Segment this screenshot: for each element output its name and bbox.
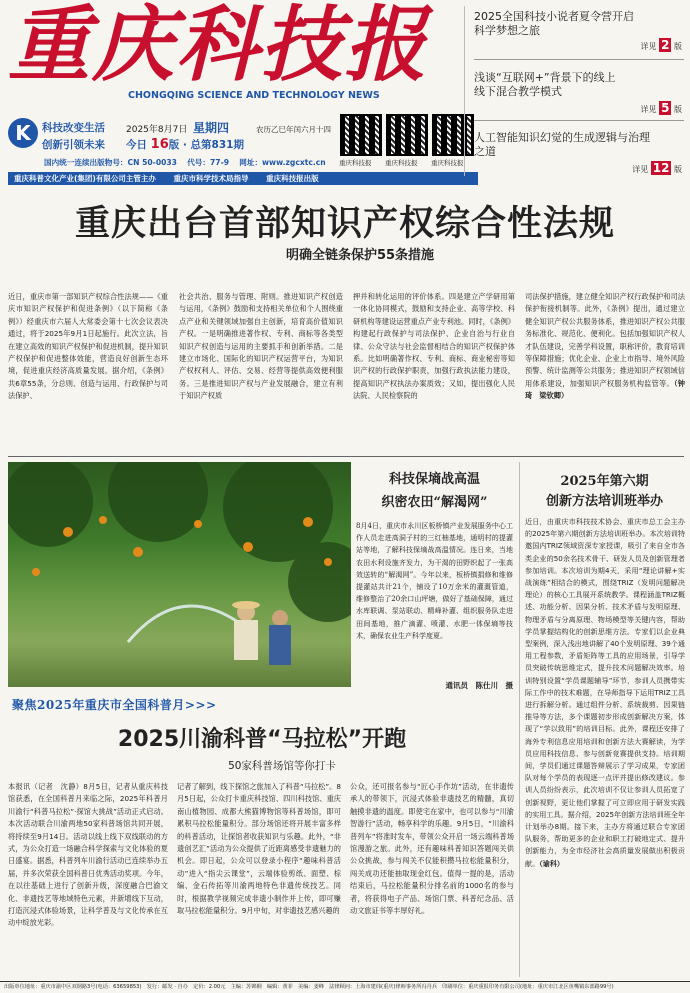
focus-column-3: 公众，还可报名参与“匠心手作坊”活动，在非遗传承人的带领下，沉浸式体验非遗技艺的精髓，真切触摸非遗的温度。即使宅在家中，也可以参与“川渝智游行”活动，畅享科学的乐趣。9月5日，“川渝科普列车”将准时发车，带领公众开启一场云端科普场馆漫游之旅。此外，还有趣味科普知识答题闯关供公众挑战，参与闯关不仅能积攒马拉松能量积分，闯关成功还能抽取现金红包。值得一提的是，活动结束后，马拉松能量积分排名前的1000名的参与者，将获得电子产品、场馆门票、科普纪念品、活动文旅证书等丰厚好礼。: [350, 782, 514, 916]
training-byline: （谕科）: [539, 858, 565, 868]
teaser-2-text: 浅谈“互联网+”背景下的线上线下混合教学模式: [474, 71, 616, 98]
training-body: [525, 516, 685, 978]
teaser-2-more: 详见: [640, 105, 657, 114]
orchard-scene: [8, 462, 351, 687]
qr-label-1: 重庆科技报: [339, 159, 372, 167]
teaser-2[interactable]: [474, 71, 684, 117]
sponsor-1: 重庆科普文化产业(集团)有限公司主管主办: [14, 174, 156, 183]
post-code: 代号：77-9: [187, 158, 230, 167]
qr-label-2: 重庆科技报: [385, 159, 418, 167]
slogan-2: 创新引领未来: [42, 139, 105, 151]
teaser-3[interactable]: [474, 131, 684, 177]
lead-column-4: [525, 291, 685, 451]
focus-kicker: 聚焦2025年重庆市全国科普月>>>: [12, 698, 217, 712]
lead-column-3: 押并和转化运用的评价体系。四是建立产学研用第一体化协同模式，鼓励和支持企业、高等学校、科研机构等建设运营重点产业专利池。同时，《条例》构建起行政保护与司法保护、企业自治与行业自律、公众守法与社会监督相结合的知识产权保护体系。比如明确著作权、专利、商标、商业秘密等知识产权的行政保护职责，加强行政执法能力建设，提高知识产权执法办案质效；又如，提出强化人民法院、人民检察院的: [353, 292, 515, 401]
lead-column-4-text: 司法保护措施，建立健全知识产权行政保护和司法保护衔接机制等。此外，《条例》提出，通过建立健全知识产权公共服务体系，推进知识产权公共服务标准化、规范化、便利化。包括加强知识产权人才队伍建设，完善学科设置，职称评价，教育培训等保障措施；优化企业、企业上市指导、境外风险预警、统计监测等公共服务；推进知识产权领域信用体系建设，加强知识产权服务机构监管等。: [525, 292, 685, 388]
focus-column-2: 记者了解到，线下探馆之旅加入了科普“马拉松”。8月5日起，公众打卡重庆科技馆、四川科技馆、重庆南山植物园、成都大熊猫博物馆等科普场馆，即可累积马拉松能量积分。部分场馆还将开展丰富多样的科普活动，让探馆者收获知识与乐趣。此外，“非遗创艺汇”活动为公众提供了近距离感受非遗魅力的机会。即日起，公众可以登录小程序“趣味科普活动”进入“指尖云课堂”，云端体验剪纸、面塑、棕编、金石传拓等川渝两地特色非遗传统技艺。同时，根据教学视频完成非遗小制作并上传，即可赚取马拉松能量积分。9月中旬，对非遗技艺感兴趣的: [177, 782, 341, 916]
field-photo: [8, 462, 351, 687]
edition-info: [126, 137, 244, 152]
lead-column-1: 近日，重庆市第一部知识产权综合性法规——《重庆市知识产权保护和促进条例》（以下简称《条例》）经重庆市六届人大常委会第十七次会议表决通过，将于2025年9月1日起施行。此次立法，旨在建立高效的知识产权保护和促进机制，提升知识产权保护和促进整体效能，营造良好创新生态环境，促进重庆经济高质量发展。据介绍，《条例》共6章55条，分总则、创造与运用、行政保护与司法保护、: [8, 292, 168, 401]
photo-story-title-2: 织密农田“解渴网”: [381, 495, 488, 510]
focus-headline[interactable]: 2025川渝科普“马拉松”开跑: [117, 727, 407, 752]
masthead-english: CHONGQING SCIENCE AND TECHNOLOGY NEWS: [128, 90, 380, 101]
teaser-2-page: 5: [661, 101, 670, 115]
lunar-date: 农历乙巳年闰六月十四: [256, 125, 331, 134]
lead-byline: （钟琦 梁钦卿）: [525, 378, 685, 401]
edition-suffix: 版 · 总第831期: [168, 139, 244, 151]
cn-code: 国内统一连续出版物号：CN 50-0033: [44, 158, 177, 167]
issue-date: 2025年8月7日: [126, 125, 188, 135]
teaser-3-ref: [632, 161, 682, 175]
edition-count: 16: [150, 137, 169, 152]
masthead-title: 重庆科技报: [8, 0, 428, 93]
sponsor-3: 重庆科技报出版: [266, 174, 319, 183]
website: 网址：www.zgcxtc.cn: [239, 158, 326, 167]
publication-codes: [44, 157, 326, 168]
footer-info: 出版单位地址：重庆市渝中区双钢路3号(电话：63659853) 发行：邮发 · 自办 定价：2.00元 主编：苏锦桐 编辑：黄菲 美编：姜峰 法律顾问：上海市建纬(重庆)律师事务所冯丹兵 印刷单位：重庆重报印务有限公司(地址：重庆市江北区鱼嘴镇东部路99号): [4, 984, 614, 990]
focus-column-1: 本报讯（记者 沈静）8月5日，记者从重庆科技馆获悉，在全国科普月来临之际，2025年科普月川渝行“科普马拉松”·探馆大挑战”活动正式启动。本次活动联合川渝两地50家科普场馆共同开展，将持续至9月14日。活动以线上线下双线联动的方式，为公众打造一场融合科学探索与文化体验的夏日盛宴。据悉，科普列车川渝行活动已连续举办五届，并多次荣获全国科普日优秀活动奖项。今年，在以往基础上进行了创新升级，深度融合巴渝文化、非遗技艺等地域特色元素，并新增线下互动，打造沉浸式体验场景，让科学普及与文化传承在互动中绽放光彩。: [8, 782, 168, 928]
lead-column-2: 社会共治、服务与管理、附则。推进知识产权创造与运用，《条例》鼓励和支持相关单位和个人围绕重点产业和关键领域加强自主创新，培育高价值知识产权。一是明确推进著作权、专利、商标等各类型知识产权创造与运用的主要抓手和创新举措。二是建立市场化、国际化的知识产权运营平台，为知识产权权利人、评估、交易、经营等提供高效便利服务。三是推进知识产权与产业发展融合，建立有利于知识产权质: [179, 292, 343, 401]
lead-subheadline: 明确全链条保护55条措施: [285, 248, 435, 263]
qr-code-1: [340, 114, 382, 156]
weekday: 星期四: [193, 121, 230, 135]
qr-code-3: [432, 114, 474, 156]
photo-credit: 通讯员 陈仕川 摄: [445, 681, 513, 690]
training-title-2[interactable]: 创新方法培训班举办: [545, 494, 663, 509]
teaser-1-more: 详见: [640, 42, 657, 51]
focus-subheadline: 50家科普场馆等你打卡: [228, 760, 336, 772]
teaser-2-ref: [641, 101, 682, 115]
teaser-3-text: 人工智能知识幻觉的生成逻辑与治理之道: [474, 131, 650, 158]
teaser-2-unit: 版: [674, 105, 682, 114]
training-body-text: 近日，由重庆市科技技术协会、重庆市总工会主办的2025年第六期创新方法培训班举办。本次培训特邀国内TRIZ领域资深专家授课，吸引了来自全市各类企业的50余名技术骨干、研发人员及创新管理者参加培训。本次培训为期4天，采用“理论讲解+实战演练”相结合的模式，围绕TRIZ（发明问题解决理论）的核心工具展开系统教学。课程涵盖TRIZ概述、功能分析、因果分析、技术矛盾与发明原理、物理矛盾与分离原理、物场模型等关键内容，帮助学员掌握结构化的创新思维方法。专家们以企业典型案例，深入浅出地讲解了40个发明原理、39个通用工程参数，矛盾矩阵等工具的应用场景，引导学员突破传统思维定式，提升技术问题解决效率。培训特别设置“学员课题辅导”环节，参训人员携带实际工作中的技术难题，在导师指导下运用TRIZ工具进行拆解分析。通过组件分析、系统裁剪、因果链推导等方法，多个课题初步形成创新解决方案，体现了“学以致用”的培训目标。此外，课程还安排了海外专利信息应用培训和创新方法大赛解读，为学员应用科技信息、参与创新竞赛提供支持。培训期间，学员们通过课题答辩展示了学习成果，专家团队对每个学员的表现逐一点评并提出修改建议。参训人员纷纷表示，此次培训不仅让参训人员拓宽了创新视野，更让他们掌握了可立即应用于研发实践的实用工具。据介绍，2025年创新方法培训班全年计划举办8期。接下来，主办方将通过联合专家团队服务，帮助更多的企业和职工打破地定式、提升创新能力，为全市经济社会高质量发展做出积极贡献。: [525, 517, 685, 868]
teaser-3-more: 详见: [632, 165, 649, 174]
photo-story-title-1: 科技保墒战高温: [388, 472, 480, 487]
sponsor-bar: [8, 172, 478, 185]
teaser-3-page: 12: [652, 161, 670, 175]
qr-code-2: [386, 114, 428, 156]
photo-story-box: [356, 462, 513, 690]
teaser-1-unit: 版: [674, 42, 682, 51]
lead-headline[interactable]: 重庆出台首部知识产权综合性法规: [74, 203, 615, 244]
training-title-1[interactable]: 2025年第六期: [560, 474, 649, 489]
teaser-1-ref: [641, 38, 682, 52]
slogan-1: 科技改变生活: [42, 122, 105, 134]
photo-story-body: 8月4日，重庆市永川区板桥镇产业发展服务中心工作人员走进高洞子村的三红柚基地，通明村的提灌站等地，了解科技保墒战高温情况。连日来，当地农田水利设施齐发力，为干渴的田野织起了一张高效送转的“解渴网”。今年以来，板桥镇捐修和维修提灌站共计21个，铺设了10万余米的灌溉管道，维修整治了20余口山坪塘，做好了基础保障，通过水库联调、泵站联动、精峰补灌、组织服务队走进田间基地，推广滴灌、喷灌、水肥一体保墒等技术，确保农业生产科学度夏。: [356, 522, 513, 640]
sponsor-2: 重庆市科学技术局指导: [173, 174, 249, 183]
teaser-1-text: 2025全国科技小说者夏令营开启科学梦想之旅: [474, 10, 634, 37]
today-label: 今日: [126, 139, 147, 151]
teaser-1-page: 2: [661, 38, 670, 52]
teaser-1[interactable]: [474, 10, 684, 56]
teaser-3-unit: 版: [674, 165, 682, 174]
logo-icon: K: [8, 118, 38, 148]
qr-label-3: 重庆科技报: [431, 159, 464, 167]
